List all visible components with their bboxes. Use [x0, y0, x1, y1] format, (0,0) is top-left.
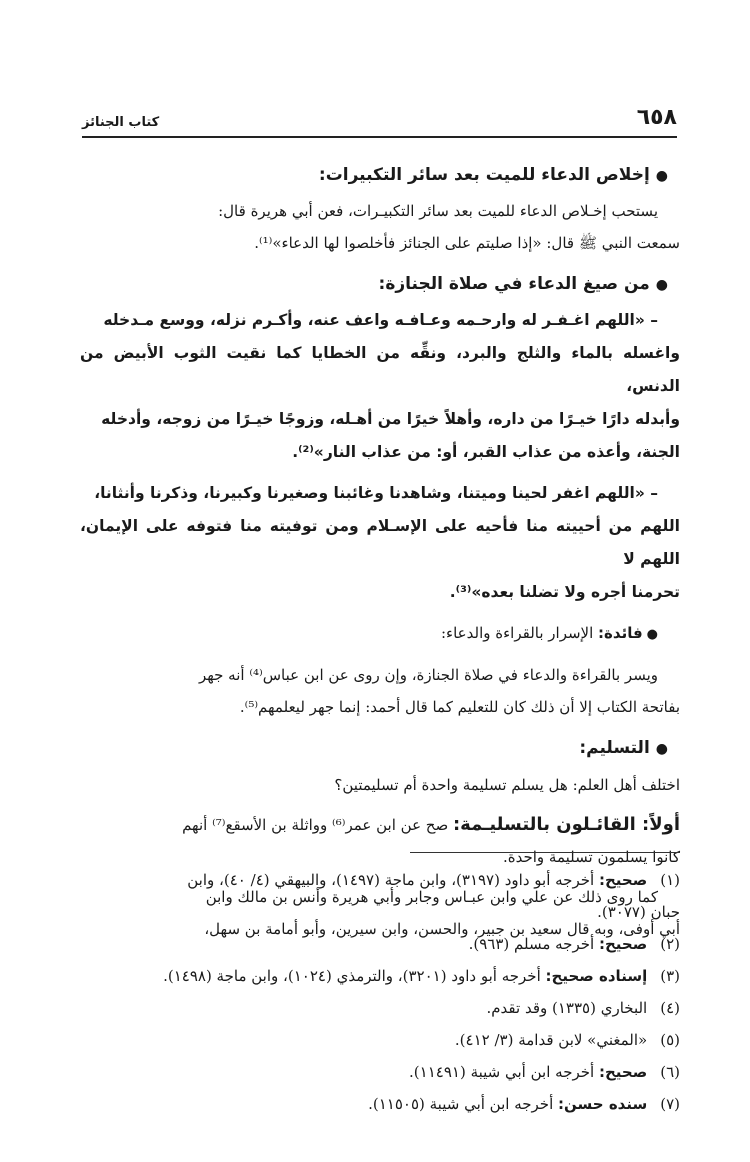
- footnote-5: (٥) «المغني» لابن قدامة (٣/ ٤١٢).: [454, 1031, 680, 1049]
- page-body: [80, 150, 680, 945]
- section-heading-dua-forms: ●من صيغ الدعاء في صلاة الجنازة:: [378, 274, 668, 295]
- running-title: كتاب الجنائز: [82, 115, 160, 130]
- footnote-6: (٦) صحيح: أخرجه ابن أبي شيبة (١١٤٩١).: [409, 1063, 680, 1081]
- benefit-label: فائدة:: [598, 624, 643, 643]
- footnote-1: (١) صحيح: أخرجه أبو داود (٣١٩٧)، وابن ماجة (١٤٩٧)، والبيهقي (٤/ ٤٠)، وابن: [187, 871, 680, 889]
- paragraph-line: يستحب إخـلاص الدعاء للميت بعد سائر التكبيـرات، فعن أبي هريرة قال:: [218, 202, 658, 221]
- footnote-7: (٧) سنده حسن: أخرجه ابن أبي شيبة (١١٥٠٥).: [368, 1095, 680, 1113]
- footnote-rule: [410, 852, 680, 853]
- paragraph-line: سمعت النبي ﷺ قال: «إذا صليتم على الجنائز فأخلصوا لها الدعاء»⁽¹⁾.: [254, 234, 680, 253]
- dua-line: الجنة، وأعذه من عذاب القبر، أو: من عذاب النار»⁽²⁾.: [292, 443, 680, 462]
- header-rule: [82, 136, 677, 138]
- bullet-icon: ●: [655, 168, 668, 184]
- first-view-text: صح عن ابن عمر⁽⁶⁾ وواثلة بن الأسقع⁽⁷⁾ أنهم: [182, 815, 449, 834]
- first-view-line: [80, 809, 680, 841]
- paragraph-line: بفاتحة الكتاب إلا أن ذلك كان للتعليم كما قال أحمد: إنما جهر ليعلمهم⁽⁵⁾.: [239, 698, 680, 717]
- page-header: [82, 100, 677, 130]
- bullet-icon: ●: [655, 277, 668, 294]
- footnote-3: (٣) إسناده صحيح: أخرجه أبو داود (٣٢٠١)، والترمذي (١٠٢٤)، وابن ماجة (١٤٩٨).: [163, 967, 680, 985]
- footnotes: [80, 864, 680, 1120]
- footnote-2: (٢) صحيح: أخرجه مسلم (٩٦٣).: [468, 935, 680, 953]
- bullet-icon: ●: [655, 741, 668, 758]
- benefit-line: [80, 617, 680, 651]
- page-number: ٦٥٨: [636, 105, 677, 130]
- paragraph-line: ويسر بالقراءة والدعاء في صلاة الجنازة، وإن روى عن ابن عباس⁽⁴⁾ أنه جهر: [198, 666, 658, 685]
- dua-line: اللهم من أحييته منا فأحيه على الإسـلام ومن توفيته منا فتوفه على الإيمان، اللهم لا: [80, 517, 680, 569]
- paragraph-line: أبي أوفى، وبه قال سعيد بن جبير، والحسن، وابن سيرين، وأبو أمامة بن سهل،: [204, 919, 680, 938]
- bullet-icon: ●: [646, 627, 658, 643]
- dua-line: – «اللهم اغـفـر له وارحـمه وعـافـه واعف عنه، وأكـرم نزله، ووسع مـدخله: [103, 311, 658, 330]
- dua-line: وأبدله دارًا خيـرًا من داره، وأهلاً خيرًا من أهـله، وزوجًا خيـرًا من زوجه، وأدخله: [101, 410, 680, 429]
- question-line: اختلف أهل العلم: هل يسلم تسليمة واحدة أم تسليمتين؟: [334, 775, 680, 794]
- paragraph-line: كانوا يسلمون تسليمة واحدة.: [502, 847, 680, 866]
- footnote-1-continued: حبان (٣٠٧٧).: [597, 903, 680, 921]
- dua-line: – «اللهم اغفر لحينا وميتنا، وشاهدنا وغائبنا وصغيرنا وكبيرنا، وذكرنا وأنثانا،: [94, 484, 658, 503]
- dua-line: تحرمنا أجره ولا تضلنا بعده»⁽³⁾.: [449, 583, 680, 602]
- dua-line: واغسله بالماء والثلج والبرد، ونقِّه من الخطايا كما نقيت الثوب الأبيض من الدنس،: [80, 344, 680, 396]
- paragraph-line: كما روى ذلك عن علي وابن عبـاس وجابر وأبي هريرة وأنس بن مالك وابن: [205, 887, 658, 906]
- section-heading-taslim: ●التسليم:: [579, 738, 668, 759]
- footnote-4: (٤) البخاري (١٣٣٥) وقد تقدم.: [486, 999, 680, 1017]
- first-view-label: أولاً: القائـلون بالتسليـمة:: [452, 813, 680, 835]
- section-heading-sincere-dua: ●إخلاص الدعاء للميت بعد سائر التكبيرات:: [318, 165, 668, 185]
- benefit-title: الإسرار بالقراءة والدعاء:: [441, 624, 594, 643]
